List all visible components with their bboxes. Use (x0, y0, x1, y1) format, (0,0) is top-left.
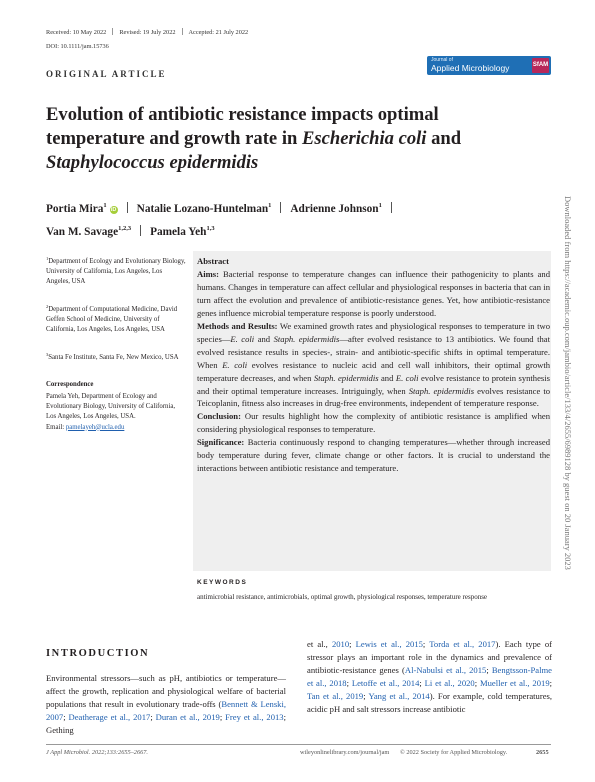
citation-link[interactable]: 2010 (331, 639, 350, 649)
citation-link[interactable]: Deatherage et al., 2017 (68, 711, 151, 722)
abstract-text: —after evolved resistance to 13 antibiotics. We found that evolved resistance results in species-, strain- and antibiotic-specific shifts in optimal temperature. When (197, 333, 550, 370)
affiliation-text: Department of Ecology and Evolutionary Biology, University of California, Los Angeles, Los Angeles, USA (46, 258, 186, 286)
footer-journal-citation: J Appl Microbiol. 2022;133:2655–2667. (46, 749, 148, 756)
received-date: Received: 10 May 2022 (46, 29, 107, 36)
correspondence-heading: Correspondence (46, 381, 94, 388)
society-badge: SfAM (532, 58, 549, 73)
citation-link[interactable]: Li et al., 2020 (424, 677, 475, 688)
citation-link[interactable]: Tan et al., 2019 (307, 690, 364, 701)
article-type: ORIGINAL ARTICLE (46, 69, 167, 79)
body-text: ). For example, cold temperatures, acidic pH and salt stressors increase antibiotic (307, 690, 553, 714)
author-name[interactable]: Pamela Yeh (150, 226, 207, 238)
title-species: Staphylococcus epidermidis (46, 152, 259, 173)
body-column-right (307, 638, 552, 716)
abstract-text: and (254, 333, 274, 344)
title-species: Escherichia coli (301, 128, 427, 149)
abstract-text: evolve resistance to protein synthesis and their optimal temperature increases. Intriguingly, when (197, 372, 550, 396)
body-text: Environmental stressors—such as pH, antibiotics or temperature—affect the growth, replication and physiological welfare of bacterial populations that result in evolutionary trade-offs ( (46, 673, 286, 709)
correspondence (46, 392, 186, 433)
citation-link[interactable]: Mueller et al., 2019 (479, 677, 550, 688)
abstract (197, 255, 550, 475)
author-list (46, 196, 566, 242)
author-affiliation-ref: 1,3 (206, 225, 215, 232)
affiliation-text: Department of Computational Medicine, David Geffen School of Medicine, University of California, Los Angeles, Los Angeles, USA (46, 306, 178, 334)
body-text: ; (422, 639, 430, 649)
citation-link[interactable]: Lewis et al., 2015 (355, 639, 423, 649)
citation-link[interactable]: Frey et al., 2013 (225, 711, 284, 722)
footer-url[interactable]: wileyonlinelibrary.com/journal/jam (300, 749, 390, 756)
citation-link[interactable]: Yang et al., 2014 (368, 690, 430, 701)
species-name: Staph. epidermidis (273, 333, 340, 344)
citation-link[interactable]: Duran et al., 2019 (155, 711, 220, 722)
abstract-methods (197, 320, 550, 411)
body-text: ; (346, 677, 352, 688)
email-label: Email: (46, 423, 66, 431)
journal-logo-title: Applied Microbiology (431, 63, 510, 73)
abstract-text: evolves resistance to Teicoplanin, fitness also increases in drug-free environments, independent of temperature response. (197, 385, 551, 409)
citation-link[interactable]: Bennett & Lenski, 2007 (46, 698, 287, 722)
article-title (46, 103, 556, 175)
abstract-heading: Abstract (197, 256, 229, 266)
body-text: ; (549, 677, 553, 688)
abstract-label: Conclusion: (197, 411, 241, 422)
keywords-heading: KEYWORDS (197, 579, 248, 586)
title-line: temperature and growth rate in (46, 128, 302, 149)
orcid-icon[interactable]: iD (110, 207, 117, 213)
affiliation (46, 254, 186, 288)
author-name[interactable]: Adrienne Johnson (290, 203, 379, 215)
title-line: and (426, 128, 462, 149)
citation-link[interactable]: Al-Nabulsi et al., 2015 (404, 664, 487, 675)
divider (140, 225, 141, 236)
body-text: ; (63, 711, 69, 722)
affiliation-text: Santa Fe Institute, Santa Fe, New Mexico, USA (48, 354, 179, 361)
abstract-conclusion (197, 410, 550, 436)
abstract-text: Our results highlight how the complexity of antibiotic resistance is amplified when considering physiological responses to temperature. (197, 411, 550, 435)
divider (127, 202, 128, 213)
body-text: ; (363, 690, 369, 701)
abstract-text: We examined growth rates and physiological responses to temperature in two species— (197, 320, 550, 344)
footer-divider (46, 744, 551, 745)
abstract-aims (197, 268, 550, 320)
affiliation (46, 350, 186, 363)
species-name: E. coli (222, 359, 248, 370)
abstract-text: Bacterial response to temperature changes can influence their pathogenicity to plants and humans. Changes in temperature can affect cellular and physiological responses in bacteria that can in turn affect the evolution and prevalence of antibiotic-resistance genes. Yet, how antibiotic-resistance genes influence microbial temperature response is poorly understood. (197, 268, 550, 318)
abstract-text: evolves resistance to nucleic acid and cell wall inhibitors, their optimal growth temperature decreases, and when (197, 359, 551, 383)
author-name[interactable]: Van M. Savage (46, 226, 119, 238)
body-text: ; Gething (46, 711, 286, 735)
body-text: ; (219, 711, 226, 722)
received-dates (46, 28, 248, 36)
revised-date: Revised: 19 July 2022 (119, 29, 176, 36)
body-text: ; (474, 677, 480, 688)
divider (112, 28, 113, 35)
abstract-label: Methods and Results: (197, 320, 278, 331)
species-name: Staph. epidermidis (408, 385, 475, 396)
download-watermark: Downloaded from https://academic.oup.com/jambio/article/133/4/2655/6989128 by guest on 20 January 2023 (563, 196, 573, 570)
abstract-significance (197, 436, 550, 475)
doi[interactable]: DOI: 10.1111/jam.15736 (46, 43, 109, 50)
author-name[interactable]: Natalie Lozano-Huntelman (136, 203, 269, 215)
species-name: E. coli (395, 372, 419, 383)
abstract-text: Bacteria continuously respond to changing temperatures—whether through increased body temperature during fever, climate change or other factors. It is crucial to understand the interactions between antibiotic resistance and temperature. (197, 437, 550, 474)
page-number: 2655 (536, 749, 549, 756)
species-name: E. coli (230, 333, 255, 344)
author-affiliation-ref: 1 (268, 202, 272, 209)
body-text: ; (486, 664, 492, 675)
title-line: Evolution of antibiotic resistance impacts optimal (46, 104, 439, 125)
divider (280, 202, 281, 213)
body-text: ; (349, 639, 356, 649)
author-affiliation-ref: 1 (103, 202, 107, 209)
body-column-left (46, 672, 286, 737)
author-name[interactable]: Portia Mira (46, 203, 104, 215)
divider (182, 28, 183, 35)
body-text: ; (150, 711, 156, 722)
email-link[interactable]: pamelayeh@ucla.edu (65, 423, 125, 431)
keywords-list: antimicrobial resistance, antimicrobials, optimal growth, physiological responses, temperature response (197, 593, 488, 601)
body-text: ). Each type of stressor plays an important role in the dynamics and prevalence of antibiotic-resistance genes ( (307, 639, 552, 675)
affiliation-number: 3 (46, 352, 49, 357)
body-text: et al., (307, 639, 332, 649)
journal-logo-small-text: Journal of (431, 57, 453, 63)
body-text: ; (419, 677, 425, 688)
affiliation-number: 1 (46, 256, 49, 261)
correspondence-text: Pamela Yeh, Department of Ecology and Evolutionary Biology, University of California, Los Angeles, Los Angeles, USA. (46, 393, 176, 421)
abstract-label: Significance: (197, 437, 245, 448)
introduction-heading: INTRODUCTION (46, 648, 150, 659)
abstract-text: and (378, 372, 396, 383)
journal-logo[interactable] (427, 56, 551, 75)
species-name: Staph. epidermidis (313, 372, 379, 383)
footer-copyright: © 2022 Society for Applied Microbiology. (400, 749, 508, 756)
accepted-date: Accepted: 21 July 2022 (188, 29, 249, 36)
affiliation-number: 2 (46, 304, 49, 309)
citation-link[interactable]: Torda et al., 2017 (429, 639, 496, 649)
citation-link[interactable]: Bengtsson-Palme et al., 2018 (307, 664, 552, 688)
abstract-label: Aims: (197, 268, 219, 279)
affiliation (46, 302, 186, 336)
citation-link[interactable]: Letoffe et al., 2014 (351, 677, 420, 688)
author-affiliation-ref: 1 (378, 202, 382, 209)
author-affiliation-ref: 1,2,3 (118, 225, 132, 232)
divider (391, 202, 392, 213)
